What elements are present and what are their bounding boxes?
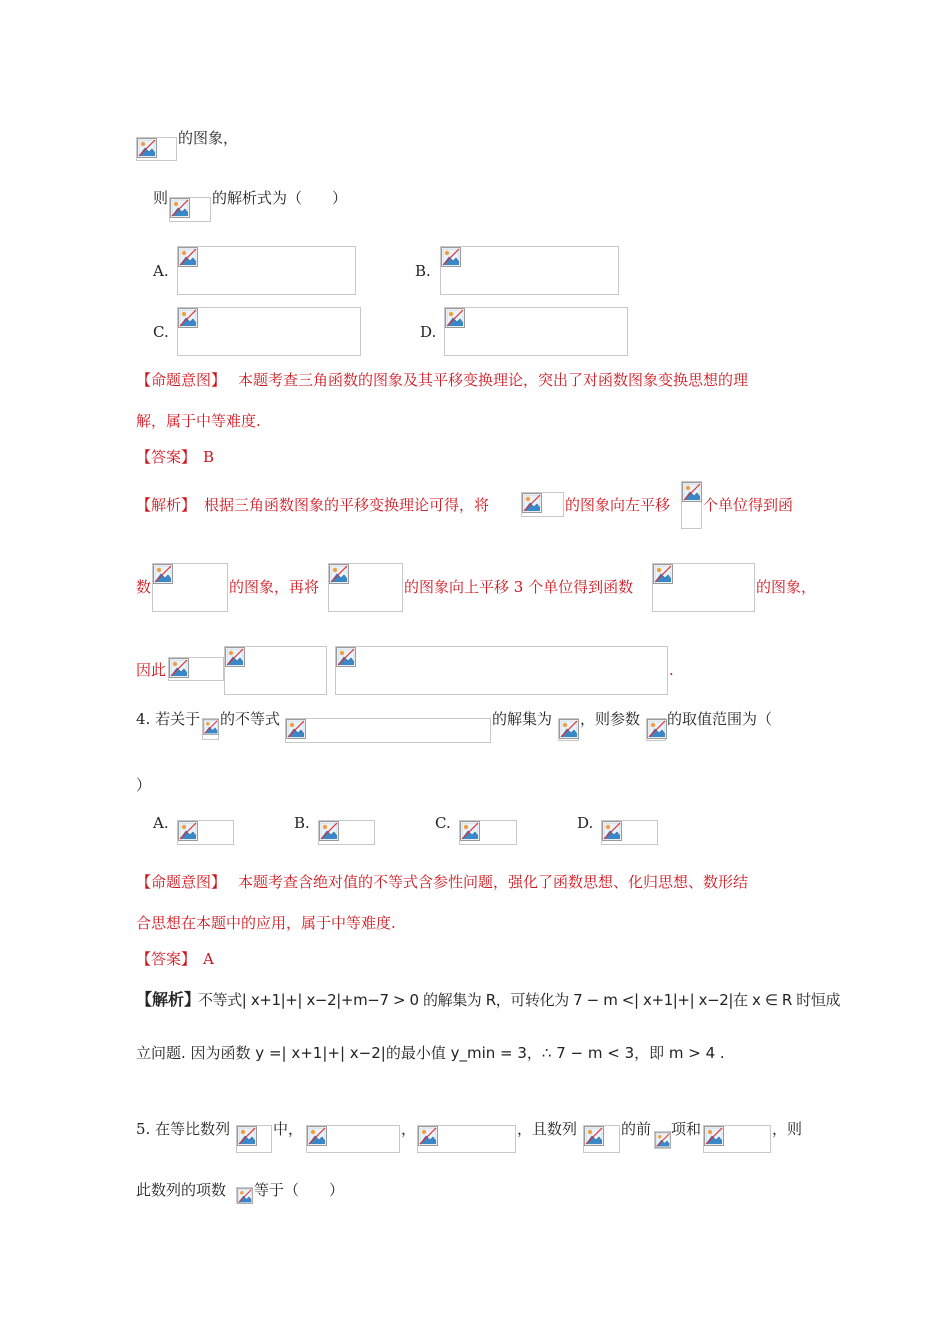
option-a-image bbox=[177, 820, 234, 845]
broken-image-icon bbox=[647, 719, 667, 739]
broken-image-icon bbox=[602, 821, 622, 841]
formula-image bbox=[136, 137, 177, 161]
q3-analysis-text: 根据三角函数图象的平移变换理论可得，将 bbox=[204, 496, 490, 514]
formula-image bbox=[236, 1125, 272, 1153]
q3-answer-value: B bbox=[203, 448, 215, 466]
q4-stem-text: ） bbox=[136, 776, 152, 794]
formula-image bbox=[681, 481, 702, 529]
option-b-image bbox=[440, 246, 619, 295]
q4-analysis-label: 【解析】 bbox=[136, 990, 201, 1009]
formula-image bbox=[703, 1125, 771, 1153]
formula-image bbox=[521, 492, 564, 517]
q4-intent-text-2: 合思想在本题中的应用，属于中等难度. bbox=[136, 914, 396, 932]
broken-image-icon bbox=[682, 482, 702, 502]
q5-stem-text: 5. 在等比数列 bbox=[136, 1120, 231, 1138]
q3-analysis-text: 的图象向上平移 3 个单位得到函数 bbox=[404, 578, 634, 596]
q4-analysis-line-2: 立问题. 因为函数 y =| x+1|+| x−2|的最小值 y_min = 3，∴ 7 − m < 3，即 m > 4 . bbox=[136, 1044, 725, 1062]
q3-analysis-end: . bbox=[669, 661, 674, 679]
broken-image-icon bbox=[584, 1126, 604, 1146]
q3-line2-prefix: 则 bbox=[153, 189, 169, 207]
broken-image-icon bbox=[237, 1188, 253, 1204]
q3-intent-text: 本题考查三角函数的图象及其平移变换理论，突出了对函数图象变换思想的理 bbox=[238, 371, 749, 389]
option-c-image bbox=[177, 307, 361, 356]
q4-stem-text: ，则参数 bbox=[580, 710, 641, 728]
q3-option-c-label: C. bbox=[153, 323, 169, 341]
q4-option-b-label: B. bbox=[294, 814, 310, 832]
q5-stem-text-2: 等于（ ） bbox=[254, 1181, 345, 1199]
option-d-image bbox=[444, 307, 628, 356]
broken-image-icon bbox=[418, 1126, 438, 1146]
broken-image-icon bbox=[653, 564, 673, 584]
formula-image bbox=[306, 1125, 400, 1153]
broken-image-icon bbox=[153, 564, 173, 584]
formula-image bbox=[152, 563, 228, 612]
broken-image-icon bbox=[460, 821, 480, 841]
q4-option-a-label: A. bbox=[153, 814, 169, 832]
q4-answer-label: 【答案】 bbox=[136, 950, 197, 968]
formula-image bbox=[202, 718, 219, 740]
q4-option-c-label: C. bbox=[435, 814, 451, 832]
q4-intent-label: 【命题意图】 bbox=[136, 873, 227, 891]
broken-image-icon bbox=[137, 138, 157, 158]
broken-image-icon bbox=[522, 493, 542, 513]
formula-image bbox=[285, 718, 491, 743]
q4-analysis-line-1: 不等式| x+1|+| x−2|+m−7 > 0 的解集为 R，可转化为 7 − m <| x+1|+| x−2|在 x ∈ R 时恒成 bbox=[198, 991, 841, 1009]
formula-image bbox=[168, 657, 224, 681]
broken-image-icon bbox=[178, 247, 198, 267]
broken-image-icon bbox=[704, 1126, 724, 1146]
formula-image bbox=[654, 1131, 671, 1149]
formula-image bbox=[646, 718, 666, 741]
broken-image-icon bbox=[319, 821, 339, 841]
q5-stem-text: 的前 bbox=[621, 1120, 652, 1138]
q4-option-d-label: D. bbox=[577, 814, 594, 832]
formula-image bbox=[236, 1187, 253, 1203]
q3-analysis-text: 的图象向左平移 bbox=[565, 496, 671, 514]
q3-intent-label: 【命题意图】 bbox=[136, 371, 227, 389]
formula-image bbox=[652, 563, 755, 612]
broken-image-icon bbox=[286, 719, 306, 739]
broken-image-icon bbox=[178, 821, 198, 841]
broken-image-icon bbox=[203, 719, 219, 735]
q4-intent-text: 本题考查含绝对值的不等式含参性问题，强化了函数思想、化归思想、数形结 bbox=[238, 873, 749, 891]
q3-option-d-label: D. bbox=[420, 323, 437, 341]
formula-image bbox=[224, 646, 327, 695]
q3-analysis-text: 的图象，再将 bbox=[229, 578, 320, 596]
formula-image bbox=[169, 197, 211, 222]
q5-stem-text: 中， bbox=[273, 1120, 304, 1138]
formula-image bbox=[417, 1125, 516, 1153]
q5-stem-text-2: 此数列的项数 bbox=[136, 1181, 227, 1199]
broken-image-icon bbox=[441, 247, 461, 267]
q5-stem-text: 项和 bbox=[671, 1120, 702, 1138]
formula-image bbox=[558, 718, 579, 741]
q4-stem-text: 的取值范围为（ bbox=[667, 710, 773, 728]
q4-stem-text: 4. 若关于 bbox=[136, 710, 201, 728]
broken-image-icon bbox=[178, 308, 198, 328]
q3-line1-text: 的图象， bbox=[178, 129, 239, 147]
broken-image-icon bbox=[237, 1126, 257, 1146]
q4-answer-value: A bbox=[203, 950, 214, 968]
option-a-image bbox=[177, 246, 356, 295]
formula-image bbox=[335, 646, 668, 695]
option-c-image bbox=[459, 820, 517, 845]
q3-answer-label: 【答案】 bbox=[136, 448, 197, 466]
q5-stem-text: ，且数列 bbox=[517, 1120, 578, 1138]
q3-option-a-label: A. bbox=[153, 262, 169, 280]
broken-image-icon bbox=[329, 564, 349, 584]
option-b-image bbox=[318, 820, 375, 845]
q5-stem-text: ， bbox=[401, 1120, 417, 1138]
q3-analysis-text: 数 bbox=[136, 578, 152, 596]
q3-analysis-text: 个单位得到函 bbox=[703, 496, 794, 514]
formula-image bbox=[583, 1125, 620, 1153]
broken-image-icon bbox=[655, 1132, 671, 1148]
q3-intent-text-2: 解，属于中等难度. bbox=[136, 412, 261, 430]
q4-stem-text: 的不等式 bbox=[220, 710, 281, 728]
q3-line2-text: 的解析式为（ ） bbox=[212, 189, 348, 207]
q3-analysis-text: 因此 bbox=[136, 661, 167, 679]
option-d-image bbox=[601, 820, 658, 845]
q5-stem-text: ，则 bbox=[772, 1120, 803, 1138]
q3-analysis-text: 的图象， bbox=[756, 578, 817, 596]
q3-analysis-label: 【解析】 bbox=[136, 496, 197, 514]
broken-image-icon bbox=[336, 647, 356, 667]
broken-image-icon bbox=[559, 719, 579, 739]
broken-image-icon bbox=[169, 658, 189, 678]
broken-image-icon bbox=[307, 1126, 327, 1146]
q4-stem-text: 的解集为 bbox=[492, 710, 553, 728]
broken-image-icon bbox=[445, 308, 465, 328]
formula-image bbox=[328, 563, 403, 612]
broken-image-icon bbox=[225, 647, 245, 667]
broken-image-icon bbox=[170, 198, 190, 218]
q3-option-b-label: B. bbox=[415, 262, 431, 280]
